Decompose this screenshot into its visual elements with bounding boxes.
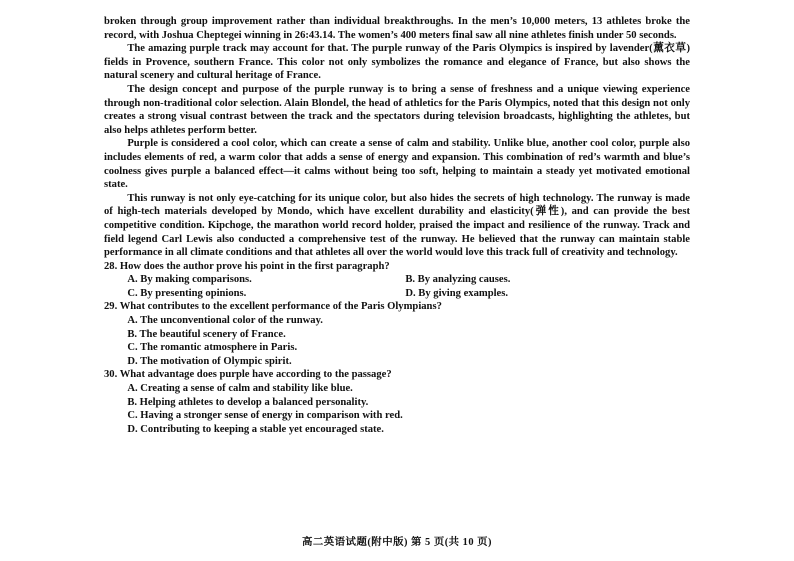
question-29 [104,300,690,368]
question-28 [104,260,690,301]
option-b: B. By analyzing causes. [405,274,511,286]
passage-paragraph-cool-color: Purple is considered a cool color, which can create a sense of calm and stability. Unlike blue, another cool color, purple also includes elements of red, a warm color that adds a sense of energy and expansion. This combination of red’s warmth and blue’s coolness gives purple a balanced effect—it calms without being too soft, helping to maintain a steady yet motivated emotional state. [104,138,690,191]
option-b: B. The beautiful scenery of France. [127,328,286,340]
passage-paragraph-technology: This runway is not only eye-catching for its unique color, but also hides the secrets of high technology. The runway is made of high-tech materials developed by Mondo, which have excellent durability and elasticity(弹性), and can provide the best competitive condition. Kipchoge, the marathon world record holder, praised the impact and resilience of the runway. Track and field legend Carl Lewis also conducted a comprehensive test of the runway. He believed that the runway can maintain stable performance in all climate conditions and that athletes all over the world would love this track full of creativity and technology. [104,192,690,259]
question-30 [104,368,690,436]
option-d: D. Contributing to keeping a stable yet encouraged state. [127,423,384,435]
option-d: D. The motivation of Olympic spirit. [127,355,292,367]
question-stem: 28. How does the author prove his point in the first paragraph? [104,260,390,272]
option-b: B. Helping athletes to develop a balanced personality. [127,396,369,408]
option-d: D. By giving examples. [405,287,509,299]
option-a: A. By making comparisons. [127,274,252,286]
option-row [104,273,690,287]
passage-paragraph-purple-track: The amazing purple track may account for that. The purple runway of the Paris Olympics is inspired by lavender(薰衣草) fields in Provence, southern France. This color not only symbolizes the romance and elegance of France, but also shows the natural scenery and cultural heritage of France. [104,43,690,82]
question-stem: 30. What advantage does purple have according to the passage? [104,369,392,381]
option-c: C. By presenting opinions. [127,287,247,299]
passage-paragraph-continued: broken through group improvement rather than individual breakthroughs. In the men’s 10,000 meters, 13 athletes broke the record, with Joshua Cheptegei winning in 26:43.14. The women’s 400 meters final saw all nine athletes finish under 50 seconds. [104,16,690,41]
option-c: C. The romantic atmosphere in Paris. [127,342,298,354]
option-c: C. Having a stronger sense of energy in comparison with red. [127,410,403,422]
page-footer: 高二英语试题(附中版) 第 5 页(共 10 页) [302,537,492,548]
passage-paragraph-design-concept: The design concept and purpose of the purple runway is to bring a sense of freshness and a unique viewing experience through non-traditional color selection. Alain Blondel, the head of athletics for the Paris Olympics, noted that this design not only creates a strong visual contrast between the track and the spectators during television broadcasts, highlighting the athletes, but also helps athletes perform better. [104,83,690,136]
option-row [104,287,690,301]
question-stem: 29. What contributes to the excellent performance of the Paris Olympians? [104,301,442,313]
option-a: A. The unconventional color of the runway. [127,315,323,327]
option-a: A. Creating a sense of calm and stability like blue. [127,383,353,395]
